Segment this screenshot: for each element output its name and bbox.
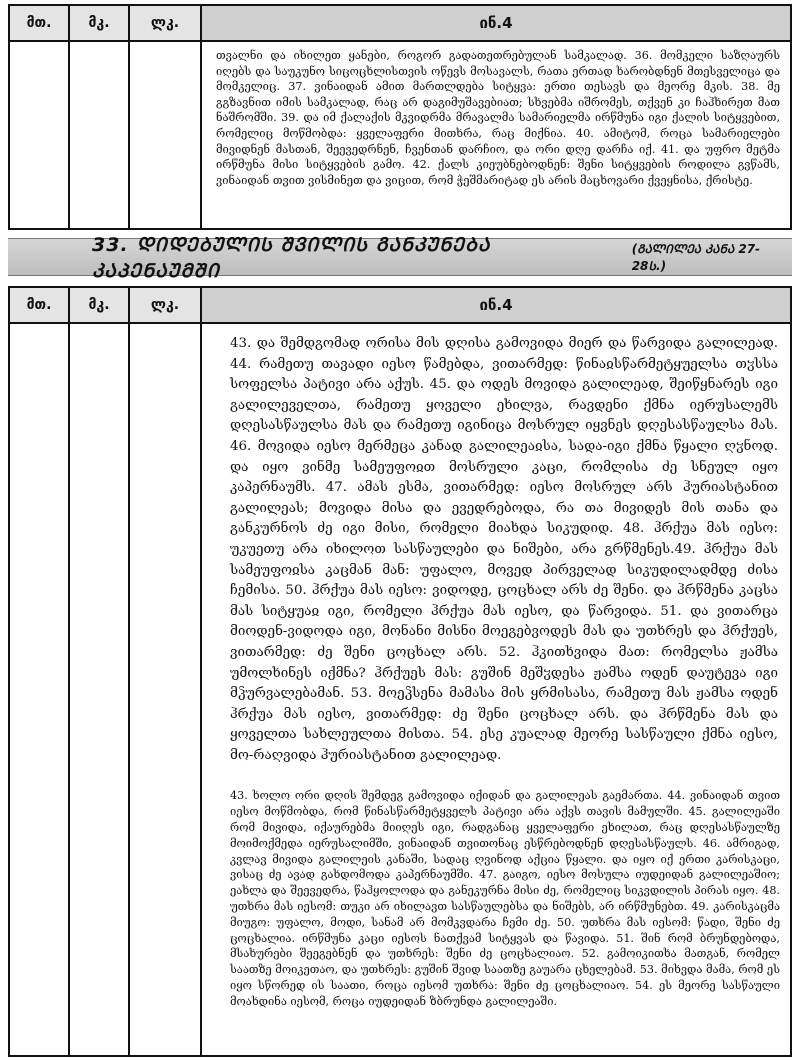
section-banner xyxy=(8,234,792,282)
header-john-reference: ინ.4 xyxy=(202,288,790,322)
table-header xyxy=(10,288,790,324)
john-text: თვალნი და იხილეთ ყანები, როგორ გადათეთრებულან სამკალად. 36. მომკელი საზღაურს იღებს და საუკუნო სიცოცხლისთვის ოწევს მოსავალს, რათა ერთად ხარობდნენ მთესველიცა და მომკელიც. 37. ვინაიდან ამით მართლდება სიტყვა: ერთი თესავს და მეორე მკის. 38. მე გგზავნით იმის სამკალად, რაც არ დაგიმუშავებიათ; სხვებმა იშრომეს, თქვენ კი ჩაჰხირეთ მათ ნაშრომში. 39. და იმ ქალაქის მკვიდრმა მრავალმა სამარიელმა ირწმუნა იგი ქალის სიტყვებით, რომელიც მოწმობდა: ყველაფერი მითხრა, რაც მიქნია. 40. ამიტომ, როცა სამარიელები მივიდნენ მასთან, შეევედრნენ, ჩვენთან დარჩიო, და ორი დღე დარჩა იქ. 41. და უფრო მეტმა ირწმუნა მისი სიტყვების გამო. 42. ქალს კიეუბნებოდნენ: შენი სიტყვების როდილა გვწამს, ვინაიდან თვით ვისმინეთ და ვიცით, რომ ჭეშმარიტად ეს არის მაცხოვარი ქვეყნისა, ქრისტე. xyxy=(216,49,780,187)
parallel-table-top xyxy=(8,4,792,230)
luke-column xyxy=(130,324,202,1055)
table-body xyxy=(10,42,790,228)
john-column xyxy=(202,324,790,1055)
header-matthew: მთ. xyxy=(10,6,70,40)
section-reference: (ᲒᲐᲚᲘᲚᲔᲐ ᲙᲐᲜᲐ 27-28Ს.) xyxy=(631,242,761,273)
header-matthew: მთ. xyxy=(10,288,70,322)
john-text-old-georgian: 43. და შემდგომად ორისა მის დღისა გამოვიდა მიერ და წარვიდა გალილეად. 44. რამეთუ თავადი იესო წამებდა, ვითარმედ: წინაჲსწარმეტყუელსა თჳსსა სოფელსა პატივი არა აქუს. 45. და ოდეს მოვიდა გალილეად, შეიწყნარეს იგი გალილეველთა, რამეთუ ყოველი ეხილვა, რავდენი ქმნა იერუსალემს დღესასწაულსა მას და რამეთუ იგინიცა მოსრულ იყვნეს დღესასწაულსა მას. 46. მოვიდა იესო მერმეცა კანად გალილეაჲსა, სადა-იგი ქმნა წყალი ღჳნოდ. და იყო ვინმე სამეუფოჲთ მოსრული კაცი, რომლისა ძე სნეულ იყო კაპერნაუმს. 47. ამას ესმა, ვითარმედ: იესო მოსრულ არს ჰურიასტანით გალილეას; მოვიდა მისა და ევედრებოდა, რა თა მივიდეს მის თანა და განკურნოს ძე იგი მისი, რომელი მიახდა სიკუდიდ. 48. ჰრქუა მას იესო: უკუეთუ არა იხილოთ სასწაულები და ნიშები, არა გრწმენეს.49. ჰრქუა მას სამეუფოჲსა კაცმან მან: უფალო, მოვედ პირველად სიკუდილადმდე ძისა ჩემისა. 50. ჰრქუა მას იესო: ვიდოდე, ცოცხალ არს ძე შენი. და ჰრწმენა კაცსა მას სიტყუაჲ იგი, რომელი ჰრქუა მას იესო, და წარვიდა. 51. და ვითარცა მიოდენ-ვიდოდა იგი, მონანი მისნი მოეგებვოდეს მას და უთხრეს და ჰრქუეს, ვითარმედ: ძე შენი ცოცხალ არს. 52. ჰკითხვიდა მათ: რომელსა ჟამსა უმოლხინეს იქმნა? ჰრქუეს მას: გუშინ მეშჳდესა ჟამსა ოდენ დაუტევა იგი მჴურვალებამან. 53. მოეჴსენა მამასა მის ყრმისასა, რამეთუ მას ჟამსა ოდენ ჰრქუა მას იესო, ვითარმედ: ძე შენი ცოცხალ არს. და ჰრწმენა მას და ყოველთა სახლეულთა მისთა. 54. ესე კუალად მეორე სასწაული ქმნა იესო, მო-რაღვიდა ჰურიასტანით გალილეად. xyxy=(230,336,778,763)
header-luke: ლკ. xyxy=(130,6,202,40)
mark-column xyxy=(70,42,130,228)
header-luke: ლკ. xyxy=(130,288,202,322)
header-mark: მკ. xyxy=(70,288,130,322)
table-header xyxy=(10,6,790,42)
section-title: 33. ᲓᲘᲓᲔᲑᲣᲚᲘᲡ ᲨᲕᲘᲚᲘᲡ ᲒᲐᲜᲙᲣᲜᲔᲑᲐ ᲙᲐᲞᲔᲜᲐᲣᲛᲨᲘ xyxy=(92,234,491,282)
john-text-modern-georgian: 43. ხოლო ორი დღის შემდეგ გამოვიდა იქიდან და გალილეას გაემართა. 44. ვინაიდან თვით იესო მოწმობდა, რომ წინასწარმეტყველს პატივი არა აქვს თავის მამულში. 45. გალილეაში რომ მივიდა, იქაურებმა მიიღეს იგი, რადგანაც ყველაფერი ეხილათ, რაც დღესასწაულზე მოიმოქმედა იერუსალიმში, ვინაიდან თვითონაც ესწრებოდნენ დღესასწაულს. 46. ამრიგად, კვლავ მივიდა გალილეის კანაში, სადაც ღვინოდ აქცია წყალი. და იყო იქ ერთი კარისკაცი, ვისაც ძე ავად გახდომოდა კაპერნაუმში. 47. გაიგო, იესო მოსულა იუდეიდან გალილეაშიო; ეახლა და შეევედრა, წაჰყოლოდა და განეკურნა მისი ძე, რომელიც სიკვდილის პირას იყო. 48. უთხრა მას იესომ: თუკი არ იხილავთ სასწაულებსა და ნიშებს, არ ირწმუნებთ. 49. კარისკაცმა მიუგო: უფალო, მოდი, სანამ არ მომკვდარა ჩემი ძე. 50. უთხრა მას იესომ: წადი, შენი ძე ცოცხალია. ირწმუნა კაცი იესოს ნათქვამ სიტყვას და წავიდა. 51. შინ რომ ბრუნდებოდა, მსახურები შეეგებნენ და უთხრეს: შენი ძე ცოცხალიაო. 52. გამოიკითხა მათგან, რომელ საათზე მოიკეთაო, და უთხრეს: გუშინ შვიდ საათზე გაუარა ცხელებამ. 53. მიხვდა მამა, რომ ეს იყო სწორედ ის საათი, როცა იესომ უთხრა: შენი ძე ცოცხალიაო. 54. ეს მეორე სასწაული მოახდინა იესომ, როცა იუდეიდან ზბრუნდა გალილეაში. xyxy=(230,789,780,1008)
page xyxy=(8,4,792,1057)
matthew-column xyxy=(10,42,70,228)
luke-column xyxy=(130,42,202,228)
parallel-table-main xyxy=(8,286,792,1057)
header-john-reference: ინ.4 xyxy=(202,6,790,40)
john-column xyxy=(202,42,790,228)
header-mark: მკ. xyxy=(70,6,130,40)
mark-column xyxy=(70,324,130,1055)
table-body xyxy=(10,324,790,1055)
matthew-column xyxy=(10,324,70,1055)
